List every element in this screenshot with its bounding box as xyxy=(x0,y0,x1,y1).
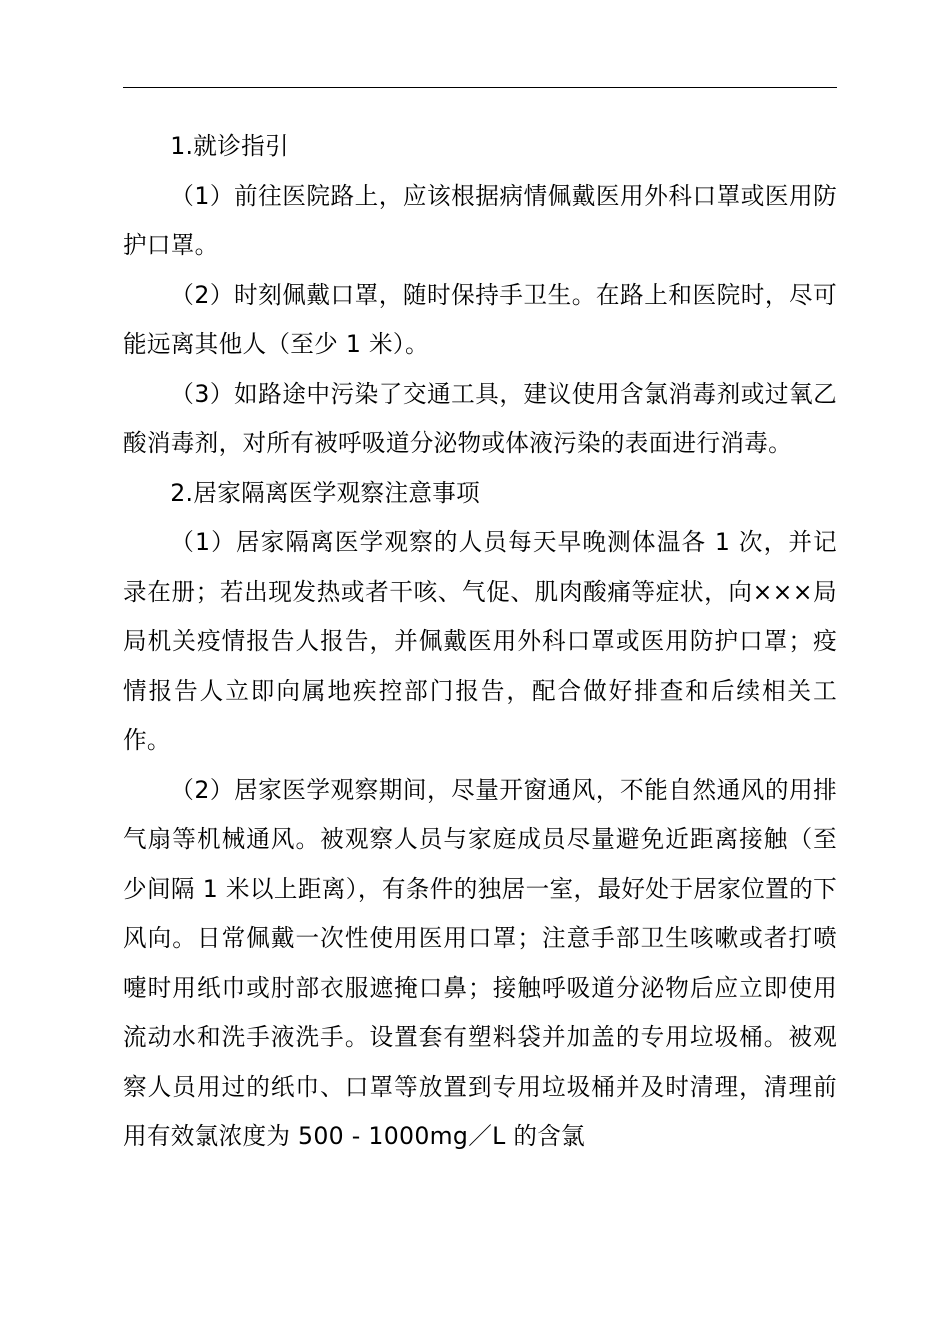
section1-item-1: （1）前往医院路上，应该根据病情佩戴医用外科口罩或医用防护口罩。 xyxy=(123,181,837,259)
header-rule xyxy=(123,87,837,88)
document-body xyxy=(123,122,837,1162)
section2-item-2: （2）居家医学观察期间，尽量开窗通风，不能自然通风的用排气扇等机械通风。被观察人员与家庭成员尽量避免近距离接触（至少间隔 1 米以上距离），有条件的独居一室，最好处于居家位置的下风向。日常佩戴一次性使用医用口罩；注意手部卫生咳嗽或者打喷嚏时用纸巾或肘部衣服遮掩口鼻；接触呼吸道分泌物后应立即使用流动水和洗手液洗手。设置套有塑料袋并加盖的专用垃圾桶。被观察人员用过的纸巾、口罩等放置到专用垃圾桶并及时清理，清理前用有效氯浓度为 500 - 1000mg／L 的含氯 xyxy=(123,775,837,1150)
section1-item-2: （2）时刻佩戴口罩，随时保持手卫生。在路上和医院时，尽可能远离其他人（至少 1 米）。 xyxy=(123,280,837,358)
section-heading-2: 2.居家隔离医学观察注意事项 xyxy=(170,478,481,507)
section1-item-3: （3）如路途中污染了交通工具，建议使用含氯消毒剂或过氧乙酸消毒剂，对所有被呼吸道分泌物或体液污染的表面进行消毒。 xyxy=(123,379,837,457)
section2-item-1: （1）居家隔离医学观察的人员每天早晚测体温各 1 次，并记录在册；若出现发热或者干咳、气促、肌肉酸痛等症状，向×××局局机关疫情报告人报告，并佩戴医用外科口罩或医用防护口罩；疫情报告人立即向属地疾控部门报告，配合做好排查和后续相关工作。 xyxy=(123,528,837,754)
section-heading-1: 1.就诊指引 xyxy=(170,132,289,160)
